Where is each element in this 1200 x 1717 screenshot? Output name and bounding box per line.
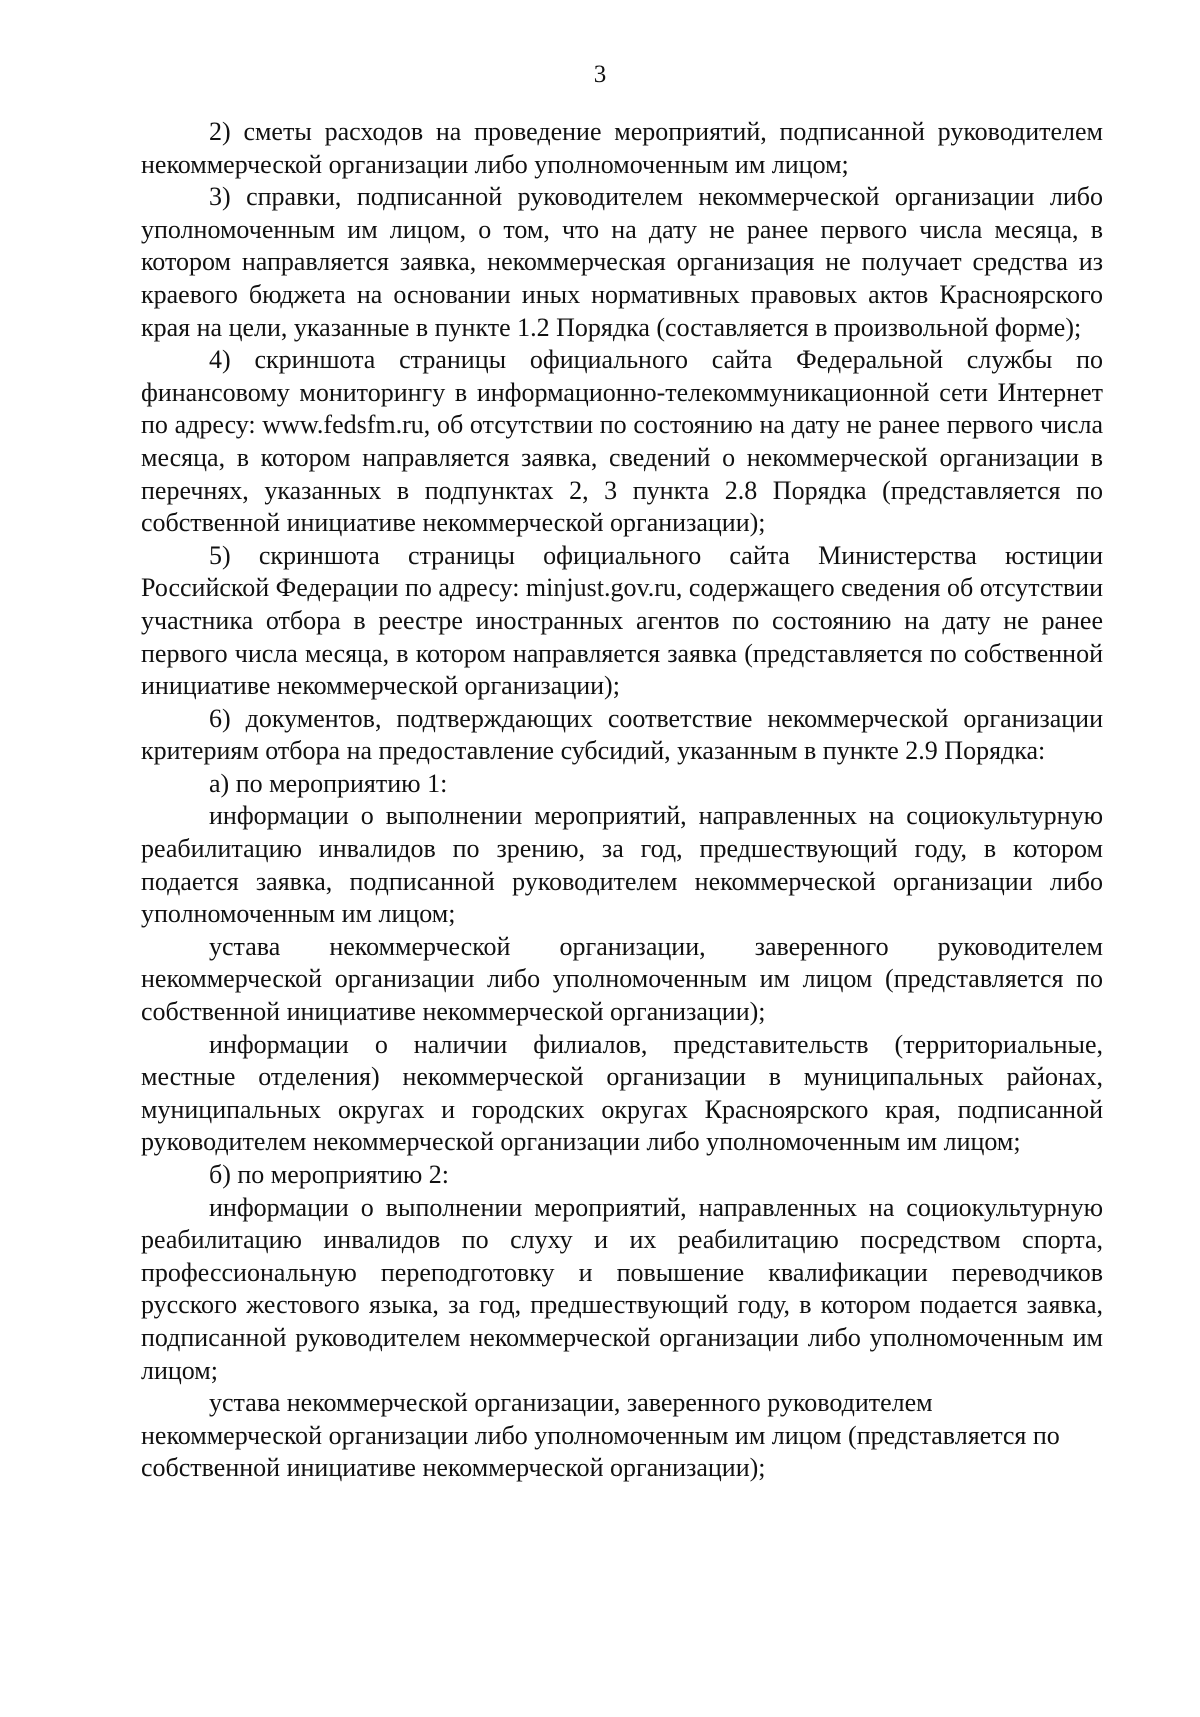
page-number: 3 [593,61,607,88]
paragraph-certificate: 3) справки, подписанной руководителем некоммерческой организации либо уполномоченным им лицом, о том, что на дату не ранее первого числа месяца, в котором направляется заявка, некоммерческая организация не получает средства из краевого бюджета на основании иных нормативных правовых актов Красноярского края на цели, указанные в пункте 1.2 Порядка (составляется в произвольной форме); [141,182,1103,342]
paragraph-event-1-info: информации о выполнении мероприятий, направленных на социокультурную реабилитацию инвалидов по зрению, за год, предшествующий году, в котором подается заявка, подписанной руководителем некоммерческой организации либо уполномоченным им лицом; [141,801,1103,929]
paragraph-fedsfm-screenshot: 4) скриншота страницы официального сайта Федеральной службы по финансовому мониторингу в информационно-телекоммуникационной сети Интернет по адресу: www.fedsfm.ru, об отсутствии по состоянию на дату не ранее первого числа месяца, в котором направляется заявка, сведений о некоммерческой организации в перечнях, указанных в подпунктах 2, 3 пункта 2.8 Порядка (представляется по собственной инициативе некоммерческой организации); [141,345,1103,538]
paragraph-event-2-charter: устава некоммерческой организации, заверенного руководителем некоммерческой организации либо уполномоченным им лицом (представляется по собственной инициативе некоммерческой организации); [141,1388,1060,1483]
paragraph-event-1-charter: устава некоммерческой организации, заверенного руководителем некоммерческой организации либо уполномоченным им лицом (представляется по собственной инициативе некоммерческой организации); [141,931,1103,1027]
document-body [141,116,1103,1485]
paragraph-criteria-documents: 6) документов, подтверждающих соответствие некоммерческой организации критериям отбора на предоставление субсидий, указанным в пункте 2.9 Порядка: [141,703,1103,766]
paragraph-minjust-screenshot: 5) скриншота страницы официального сайта Министерства юстиции Российской Федерации по адресу: minjust.gov.ru, содержащего сведения об отсутствии участника отбора в реестре иностранных агентов по состоянию на дату не ранее первого числа месяца, в котором направляется заявка (представляется по собственной инициативе некоммерческой организации); [141,540,1103,701]
paragraph-event-1-branches: информации о наличии филиалов, представительств (территориальные, местные отделения) некоммерческой организации в муниципальных районах, муниципальных округах и городских округах Красноярского края, подписанной руководителем некоммерческой организации либо уполномоченным им лицом; [141,1029,1103,1157]
paragraph-estimate: 2) сметы расходов на проведение мероприятий, подписанной руководителем некоммерческой организации либо уполномоченным им лицом; [141,117,1103,179]
paragraph-event-1-heading: а) по мероприятию 1: [209,768,448,798]
paragraph-event-2-info: информации о выполнении мероприятий, направленных на социокультурную реабилитацию инвалидов по слуху и их реабилитацию посредством спорта, профессиональную переподготовку и повышение квалификации переводчиков русского жестового языка, за год, предшествующий году, в котором подается заявка, подписанной руководителем некоммерческой организации либо уполномоченным им лицом; [141,1192,1103,1385]
paragraph-event-2-heading: б) по мероприятию 2: [209,1160,450,1189]
